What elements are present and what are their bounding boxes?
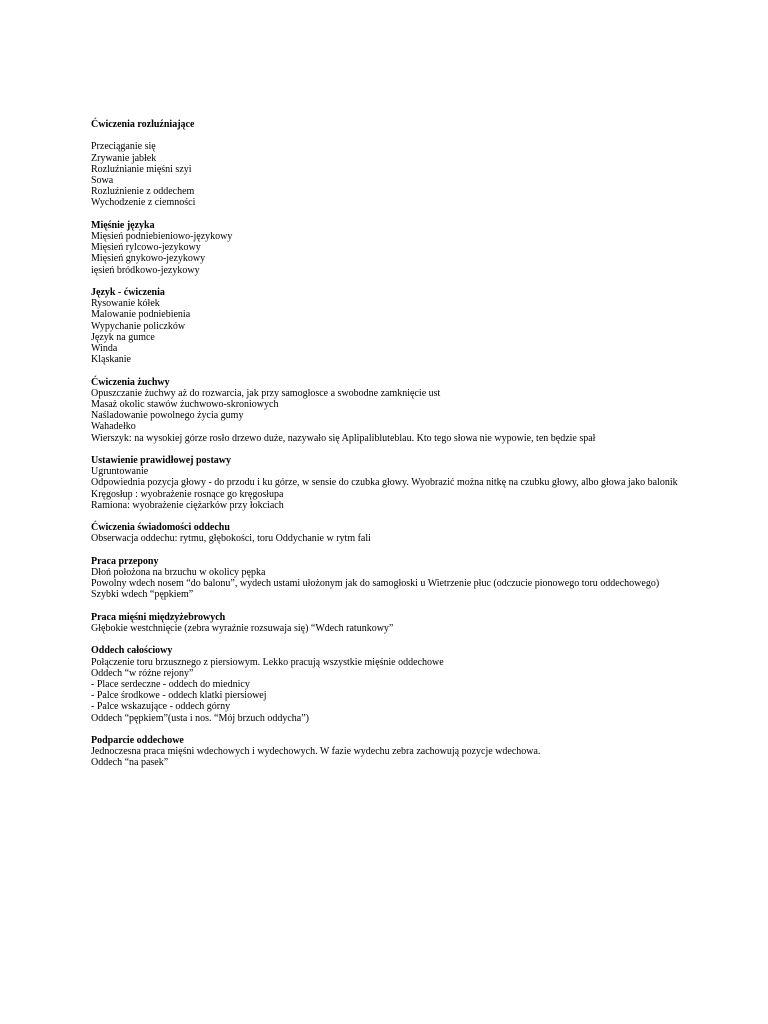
- text-line: Przeciąganie się: [91, 141, 156, 153]
- section: [91, 220, 681, 276]
- section: [91, 522, 681, 544]
- section-heading: Ćwiczenia rozluźniające: [91, 119, 195, 130]
- blank-line: [91, 130, 681, 141]
- text-line: Ugruntowanie: [91, 466, 149, 478]
- text-line: Winda: [91, 343, 118, 355]
- text-line: Połączenie toru brzusznego z piersiowym. Lekko pracują wszystkie mięśnie oddechowe: [91, 656, 444, 668]
- text-line: Obserwacja oddechu: rytmu, głębokości, toru Oddychanie w rytm fali: [91, 533, 371, 545]
- section-heading: Język - ćwiczenia: [91, 287, 165, 298]
- text-line: Wychodzenie z ciemności: [91, 197, 196, 209]
- text-line: Wypychanie policzków: [91, 320, 186, 332]
- text-line: Zrywanie jabłek: [91, 152, 157, 164]
- text-line: Ramiona: wyobrażenie ciężarków przy łokciach: [91, 499, 284, 511]
- text-line: Dłoń położona na brzuchu w okolicy pępka: [91, 567, 266, 579]
- text-line: Opuszczanie żuchwy aż do rozwarcia, jak przy samogłosce a swobodne zamknięcie ust: [91, 387, 441, 399]
- section: [91, 455, 681, 511]
- section-heading: Praca przepony: [91, 555, 159, 567]
- section-heading: Mięśnie języka: [91, 219, 155, 231]
- section: [91, 735, 681, 769]
- text-line: Szybki wdech “pępkiem”: [91, 589, 194, 601]
- text-line: Malowanie podniebienia: [91, 309, 191, 321]
- text-line: Mięsień podniebieniowo-językowy: [91, 231, 233, 242]
- text-line: ięsień bródkowo-jezykowy: [91, 264, 200, 276]
- text-line: Rysowanie kółek: [91, 298, 160, 310]
- text-line: Język na gumce: [91, 331, 155, 343]
- text-line: Kląskanie: [91, 354, 131, 366]
- document-body: [91, 119, 681, 780]
- text-line: Oddech “pępkiem”(usta i nos. “Mój brzuch oddycha”): [91, 712, 309, 724]
- section-heading: Ćwiczenia żuchwy: [91, 376, 170, 388]
- section-heading: Praca mięśni międzyżebrowych: [91, 611, 226, 623]
- section: [91, 645, 681, 723]
- text-line: Mięsień gnykowo-jezykowy: [91, 253, 206, 265]
- text-line: Oddech “na pasek”: [91, 757, 169, 769]
- text-line: - Palce wskazujące - oddech górny: [91, 701, 231, 713]
- text-line: Powolny wdech nosem “do balonu”, wydech ustami ułożonym jak do samogłoski u Wietrzenie płuc (odczucie pionowego toru oddechowego): [91, 578, 660, 590]
- text-line: Głębokie westchnięcie (zebra wyraźnie rozsuwaja się) “Wdech ratunkowy”: [91, 623, 394, 635]
- section: [91, 556, 681, 601]
- section: [91, 377, 681, 444]
- text-line: Rozluźnienie z oddechem: [91, 186, 195, 198]
- section: [91, 287, 681, 365]
- text-line: Wahadełko: [91, 421, 136, 433]
- text-line: Odpowiednia pozycja głowy - do przodu i ku górze, w sensie do czubka głowy. Wyobrazić można nitkę na czubku głowy, albo głowa jako balonik: [91, 477, 678, 489]
- section-heading: Oddech całościowy: [91, 645, 173, 657]
- section-heading: Podparcie oddechowe: [91, 735, 184, 747]
- text-line: Masaż okolic stawów żuchwowo-skroniowych: [91, 399, 279, 411]
- text-line: Oddech “w różne rejony”: [91, 667, 194, 679]
- text-line: - Place serdeczne - oddech do miednicy: [91, 679, 250, 691]
- text-line: Mięsień rylcowo-jezykowy: [91, 242, 201, 254]
- text-line: - Palce środkowe - oddech klatki piersiowej: [91, 690, 267, 702]
- section-heading: Ćwiczenia świadomości oddechu: [91, 522, 230, 534]
- text-line: Jednoczesna praca mięśni wdechowych i wydechowych. W fazie wydechu zebra zachowują pozycje wdechowa.: [91, 746, 541, 758]
- text-line: Sowa: [91, 175, 114, 186]
- text-line: Wierszyk: na wysokiej górze rosło drzewo duże, nazywało się Aplipalibluteblau. Kto tego słowa nie wypowie, ten będzie spał: [91, 432, 596, 444]
- text-line: Rozluźnianie mięśni szyi: [91, 163, 192, 175]
- section: [91, 612, 681, 634]
- section: [91, 119, 681, 209]
- text-line: Kręgosłup : wyobrażenie rosnące go kręgosłupa: [91, 488, 284, 500]
- section-heading: Ustawienie prawidłowej postawy: [91, 455, 231, 467]
- text-line: Naśladowanie powolnego życia gumy: [91, 410, 244, 422]
